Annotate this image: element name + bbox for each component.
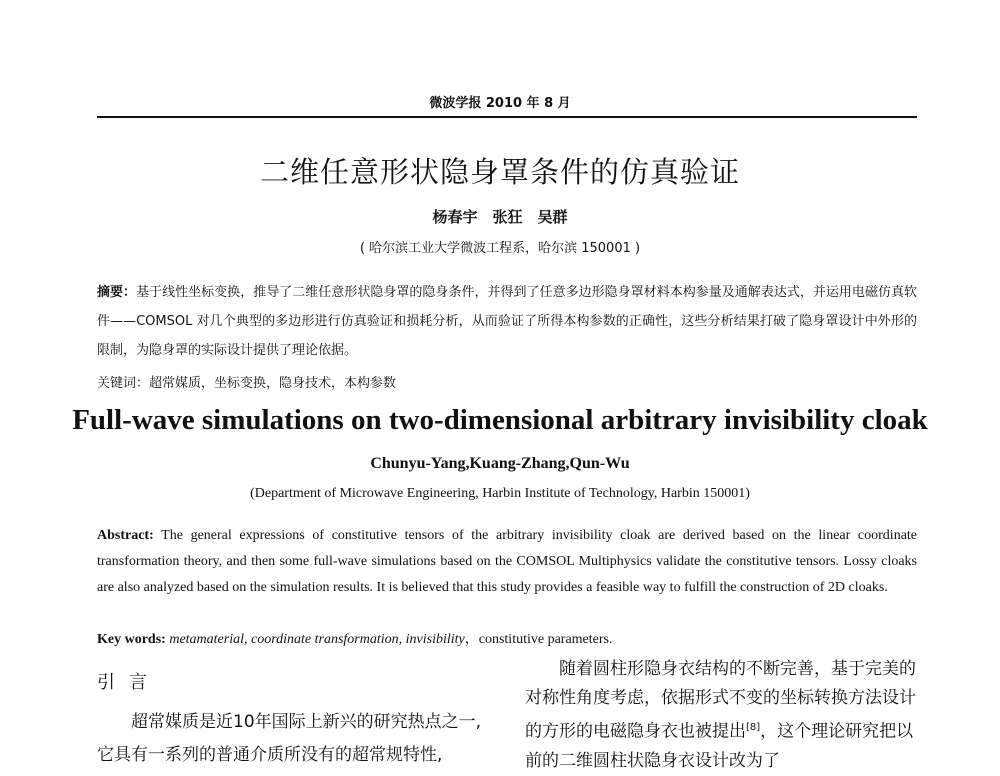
- reference-citation: [8]: [746, 722, 761, 733]
- right-column-paragraph: [525, 655, 918, 776]
- cn-authors: 杨春宇 张狂 吴群: [432, 208, 568, 226]
- en-abstract: [97, 523, 917, 601]
- cn-abstract: [97, 278, 917, 365]
- left-column-paragraph: 超常媒质是近10年国际上新兴的研究热点之一,它具有一系列的普通介质所没有的超常规特性,: [97, 712, 482, 765]
- en-affiliation: (Department of Microwave Engineering, Harbin Institute of Technology, Harbin 150001): [250, 486, 750, 501]
- en-authors: Chunyu-Yang,Kuang-Zhang,Qun-Wu: [370, 455, 630, 472]
- journal-header: 微波学报 2010 年 8 月: [429, 96, 571, 111]
- cn-abstract-text: 基于线性坐标变换，推导了二维任意形状隐身罩的隐身条件，并得到了任意多边形隐身罩材料本构参量及通解表达式，并运用电磁仿真软件——COMSOL 对几个典型的多边形进行仿真验证和损耗分析，从而验证了所得本构参数的正确性，这些分析结果打破了隐身罩设计中外形的限制，为隐身罩的实际设计提供了理论依据。: [97, 285, 917, 358]
- section-heading-introduction: 引言: [97, 672, 161, 693]
- right-paragraph-tail: ，这个理论研究把以前的二维圆柱状隐身衣设计改为了: [525, 721, 914, 771]
- en-keywords: [97, 628, 917, 648]
- header-rule: [97, 116, 917, 118]
- cn-abstract-label: 摘要：: [97, 285, 137, 300]
- cn-affiliation: ( 哈尔滨工业大学微波工程系，哈尔滨 150001 ): [359, 241, 641, 256]
- en-abstract-text: The general expressions of constitutive tensors of the arbitrary invisibility cloak are derived based on the linear coordinate transformation theory, and then some full-wave simulations based on the COMSOL Multiphysics validate the constitutive tensors. Lossy cloaks are also analyzed based on the simulation results. It is believed that this study provides a feasible way to fulfill the construction of 2D cloaks.: [97, 528, 918, 595]
- cn-keywords-label: 关键词：: [97, 376, 150, 391]
- right-paragraph-main: 随着圆柱形隐身衣结构的不断完善，基于完美的对称性角度考虑，依据形式不变的坐标转换方法设计的方形的电磁隐身衣也被提出: [525, 659, 916, 742]
- en-keywords-italic: metamaterial, coordinate transformation, invisibility: [169, 632, 465, 647]
- en-keywords-rest: ，constitutive parameters.: [464, 632, 613, 647]
- cn-keywords: [97, 372, 917, 391]
- en-keywords-label: Key words:: [97, 632, 166, 647]
- cn-paper-title: 二维任意形状隐身罩条件的仿真验证: [259, 155, 740, 189]
- en-paper-title: Full-wave simulations on two-dimensional arbitrary invisibility cloak: [72, 404, 928, 436]
- cn-keywords-text: 超常媒质，坐标变换，隐身技术，本构参数: [149, 376, 397, 391]
- en-abstract-label: Abstract:: [97, 528, 154, 543]
